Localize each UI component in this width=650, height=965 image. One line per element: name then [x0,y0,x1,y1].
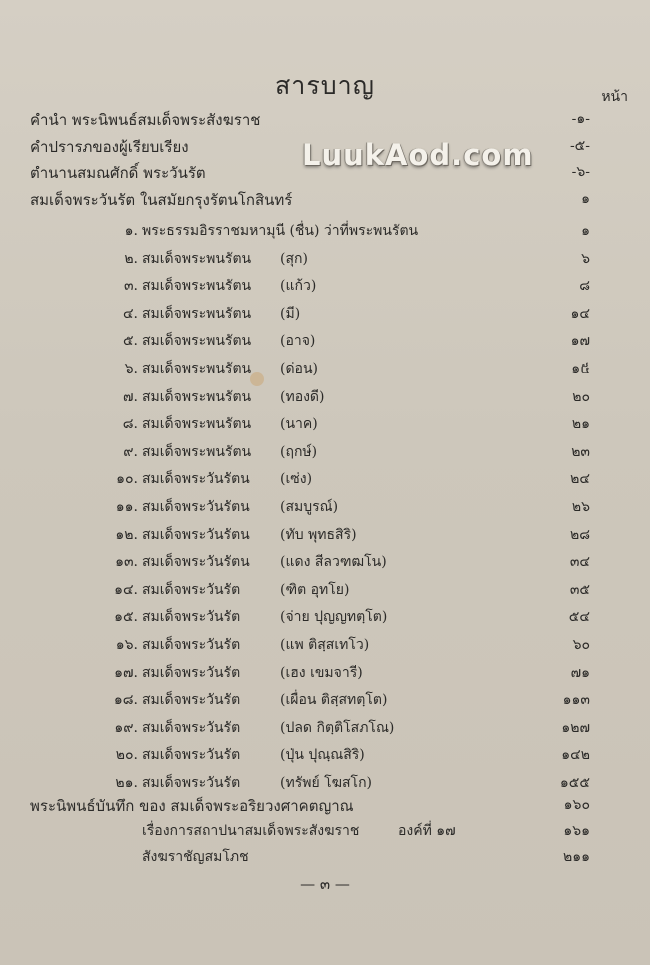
entry-title: สมเด็จพระพนรัตน [142,416,252,433]
entry-number: ๕. [122,333,138,350]
entry-person: (สมบูรณ์) [280,499,339,515]
entry-title: สมเด็จพระวันรัตน [142,499,250,515]
entry-person: (ฤกษ์) [280,443,318,460]
toc-page-number: -๑- [571,111,590,127]
entry-number: ๖. [124,361,138,377]
entry-title: สมเด็จพระพนรัตน [142,443,252,460]
entry-person: (มี) [280,305,301,322]
entry-number: ๑๑. [115,499,138,515]
toc-label: สมเด็จพระวันรัต ในสมัยกรุงรัตนโกสินทร์ [30,190,293,209]
entry-person: (แดง สีลวฑฒโน) [280,554,387,571]
toc-appendix-item [0,816,650,842]
entry-number: ๒. [124,250,138,267]
entry-page-number: ๑๒๗ [561,719,590,736]
entry-number: ๑๕. [114,609,138,626]
entry-person: (ทองดี) [280,388,325,405]
entry-person: (ทรัพย์ โฆสโก) [280,775,373,791]
toc-page-number: -๖- [571,164,590,180]
entry-number: ๑๗. [114,664,138,681]
entry-title: สมเด็จพระวันรัตน [142,554,250,571]
entry-number: ๓. [123,278,138,295]
entry-number: ๒๐. [115,747,138,764]
toc-entry-row [0,575,650,601]
entry-person: (ฑิต อุทโย) [280,581,350,598]
entry-page-number: ๓๕ [569,581,590,598]
toc-appendix-heading [0,790,650,816]
toc-entry-row [0,299,650,325]
entry-title: สมเด็จพระวันรัตน [142,471,250,488]
toc-row-front [0,104,650,130]
toc-label: ตำนานสมณศักดิ์ พระวันรัต [30,164,206,182]
toc-row-front [0,157,650,183]
entry-page-number: ๖ [581,250,590,267]
entry-number: ๒๑. [115,775,138,791]
entry-number: ๑๔. [114,581,138,598]
toc-entry-row [0,520,650,546]
entry-title: สมเด็จพระพนรัตน [142,388,252,405]
entry-title: พระธรรมอิรราชมหามุนี (ชื่น) ว่าที่พระพนรัตน [142,223,419,239]
appendix-page-number: ๑๖๐ [563,797,590,813]
entry-page-number: ๑ [581,223,590,239]
toc-entry-row [0,437,650,463]
toc-entry-row [0,602,650,628]
toc-row-front [0,184,650,210]
toc-entry-row [0,630,650,656]
entry-person: (ทับ พุทธสิริ) [280,526,357,543]
entry-person: (แพ ติสฺสเทโว) [280,637,370,653]
entry-page-number: ๑๔๒ [561,747,590,764]
entry-number: ๗. [123,388,138,405]
toc-entry-row [0,685,650,711]
entry-number: ๘. [122,416,138,433]
toc-entry-row [0,354,650,380]
entry-page-number: ๖๐ [572,637,590,653]
entry-person: (ด่อน) [280,361,318,377]
toc-row-front [0,131,650,157]
appendix-title: พระนิพนธ์บันทึก ของ สมเด็จพระอริยวงศาคตญาณ [30,797,354,815]
toc-page-number: -๕- [569,137,590,154]
toc-entry-row [0,216,650,242]
entry-page-number: ๘ [579,278,590,295]
entry-title: สมเด็จพระพนรัตน [142,278,252,295]
entry-person: (อาจ) [280,333,316,350]
entry-person: (ปลด กิตฺติโสภโณ) [280,719,395,736]
page-title: สารบาญ [275,71,375,100]
toc-entry-row [0,713,650,739]
entry-title: สมเด็จพระวันรัต [142,719,241,736]
entry-number: ๑๓. [115,554,138,571]
toc-label: คำปรารภของผู้เรียบเรียง [30,137,189,156]
entry-number: ๑๐. [116,471,138,488]
entry-page-number: ๒๑ [571,416,590,433]
entry-number: ๑. [124,223,138,239]
entry-title: สมเด็จพระวันรัต [142,775,241,791]
entry-person: (ปุ่น ปุณฺณสิริ) [280,747,365,764]
entry-title: สมเด็จพระพนรัตน [142,250,252,267]
entry-page-number: ๒๓ [571,443,590,460]
entry-title: สมเด็จพระพนรัตน [142,333,252,350]
appendix-item-label: สังฆราชัญสมโภช [142,849,249,865]
entry-title: สมเด็จพระวันรัต [142,581,241,598]
page-number-footer: — ๓ — [300,875,350,893]
toc-page-number: ๑ [581,190,590,207]
entry-page-number: ๒๐ [572,388,590,405]
toc-entry-row [0,658,650,684]
entry-title: สมเด็จพระพนรัตน [142,305,252,322]
entry-title: สมเด็จพระพนรัตน [142,361,252,377]
entry-page-number: ๒๔ [570,471,590,488]
toc-entry-row [0,464,650,490]
appendix-item-page-number: ๒๑๑ [562,849,590,865]
entry-title: สมเด็จพระวันรัต [142,609,241,626]
appendix-item-extra: องค์ที่ ๑๗ [398,823,456,839]
toc-entry-row [0,409,650,435]
entry-page-number: ๑๑๓ [562,692,590,709]
toc-appendix-item [0,842,650,868]
entry-title: สมเด็จพระวันรัต [142,637,241,653]
entry-title: สมเด็จพระวันรัต [142,664,241,681]
entry-person: (จ่าย ปุญญทตฺโต) [280,609,388,626]
entry-person: (แก้ว) [280,278,317,295]
entry-page-number: ๑๗ [570,333,590,350]
toc-entry-row [0,244,650,270]
entry-number: ๑๖. [115,637,138,653]
entry-number: ๑๙. [114,719,138,736]
entry-person: (เซ่ง) [280,471,313,488]
entry-title: สมเด็จพระวันรัตน [142,526,250,543]
entry-number: ๑๒. [115,526,138,543]
entry-number: ๑๘. [113,692,138,709]
page-column-label: หน้า [601,89,628,105]
toc-label: คำนำ พระนิพนธ์สมเด็จพระสังฆราช [30,111,261,129]
toc-entry-row [0,382,650,408]
entry-title: สมเด็จพระวันรัต [142,747,241,764]
entry-page-number: ๗๑ [570,664,590,681]
entry-person: (เฮง เขมจารี) [280,664,363,681]
toc-entry-row [0,271,650,297]
entry-person: (สุก) [280,250,308,267]
entry-number: ๙. [123,443,138,460]
entry-page-number: ๕๔ [568,609,590,626]
toc-entry-row [0,547,650,573]
toc-entry-row [0,740,650,766]
appendix-item-page-number: ๑๖๑ [563,823,590,839]
toc-entry-row [0,492,650,518]
entry-page-number: ๒๘ [569,526,590,543]
entry-page-number: ๓๔ [569,554,590,571]
toc-entry-row [0,326,650,352]
entry-person: (นาค) [280,416,318,433]
watermark-logo: LuukAod.com [302,138,534,172]
entry-page-number: ๑៥ [571,361,590,377]
entry-page-number: ๒๖ [571,499,590,515]
appendix-item-label: เรื่องการสถาปนาสมเด็จพระสังฆราช [142,823,360,839]
entry-person: (เผื่อน ติสฺสทตฺโต) [280,692,388,709]
entry-page-number: ๑๕๕ [559,775,590,791]
entry-number: ๔. [122,305,138,322]
entry-page-number: ๑๔ [570,305,590,322]
entry-title: สมเด็จพระวันรัต [142,692,241,709]
